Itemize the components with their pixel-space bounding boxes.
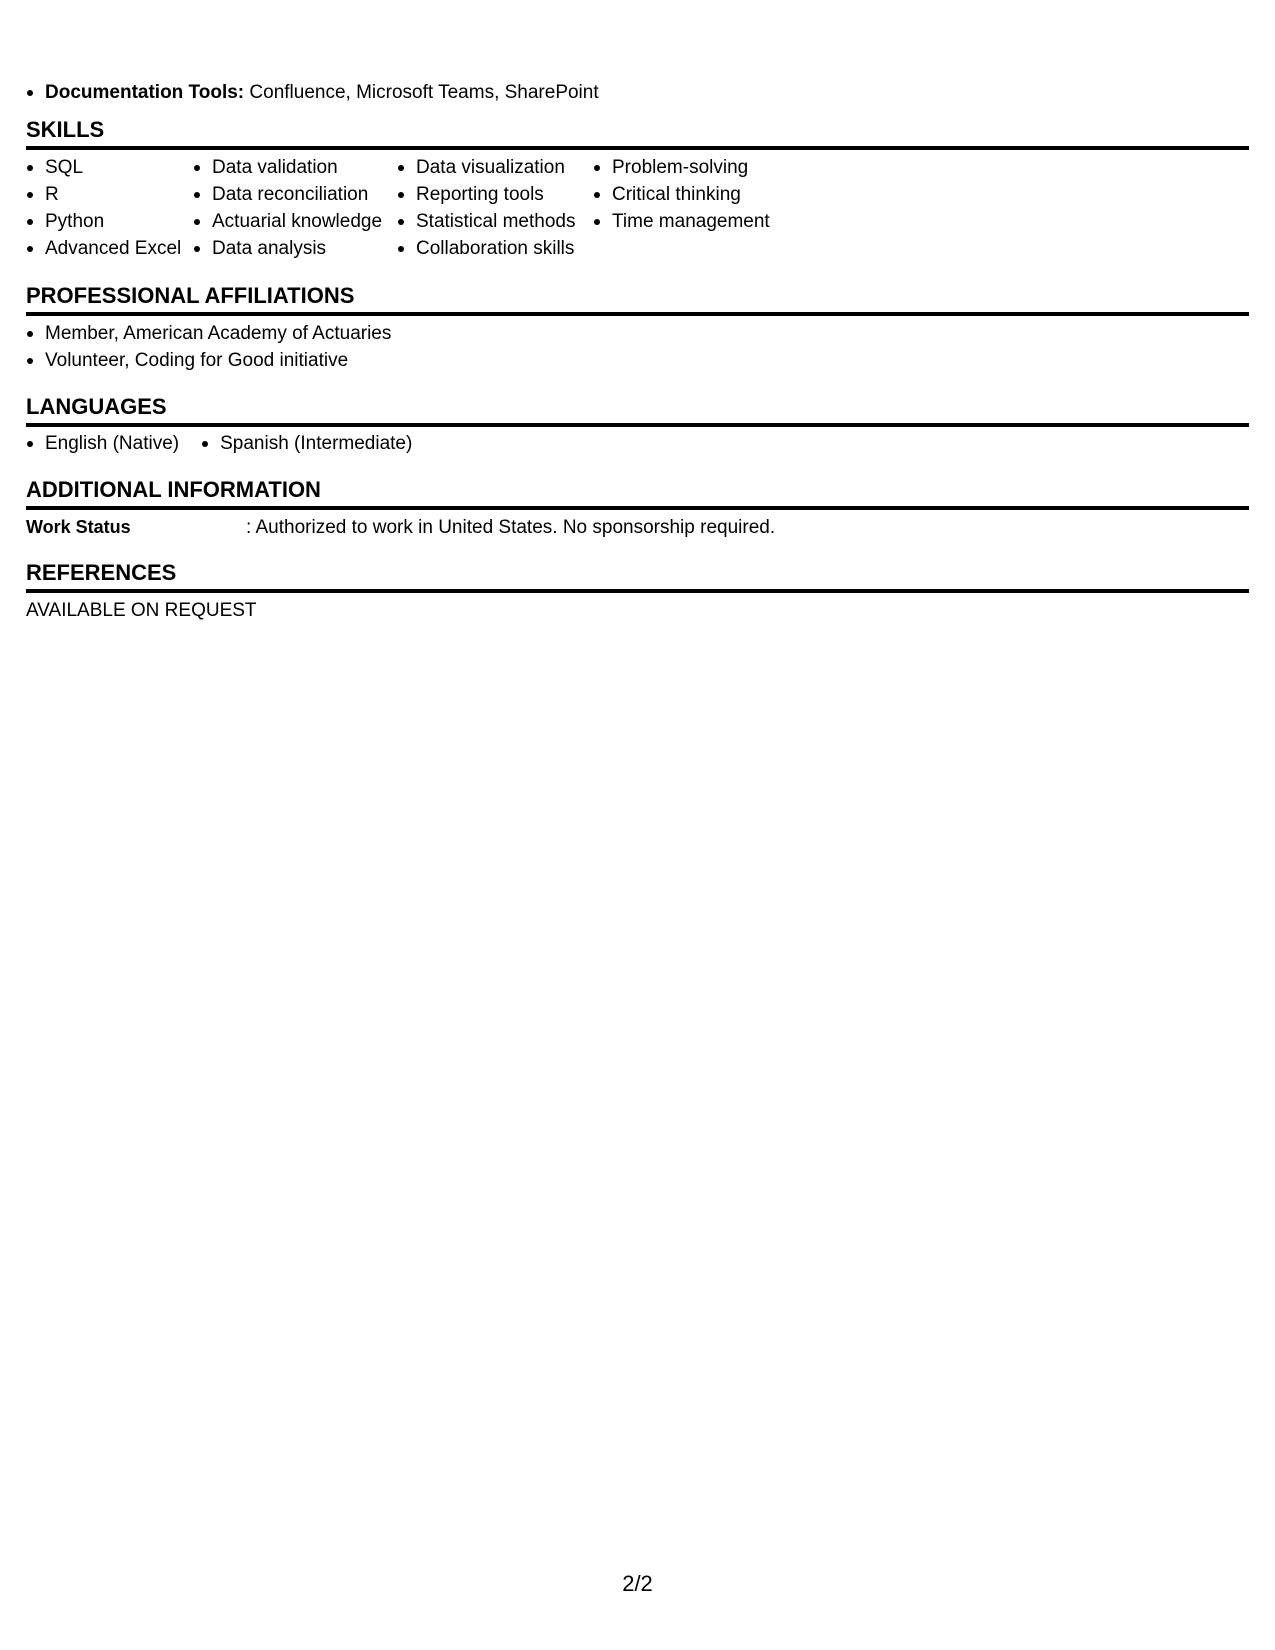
work-status-value: : Authorized to work in United States. No sponsorship required.: [246, 517, 776, 538]
skill-item: SQL: [26, 154, 193, 181]
affiliation-item: Member, American Academy of Actuaries: [26, 320, 391, 347]
tools-label: Documentation Tools:: [45, 82, 245, 103]
skills-columns: [26, 154, 793, 262]
skills-heading: SKILLS: [26, 116, 1249, 150]
skill-item: Critical thinking: [593, 181, 793, 208]
tools-list: [26, 79, 599, 106]
skill-item: R: [26, 181, 193, 208]
work-status-label: Work Status: [26, 517, 131, 537]
language-item: Spanish (Intermediate): [201, 430, 412, 457]
additional-info-heading: ADDITIONAL INFORMATION: [26, 476, 1249, 510]
list-item: [26, 79, 599, 106]
affiliation-item: Volunteer, Coding for Good initiative: [26, 347, 391, 374]
skill-item: Python: [26, 208, 193, 235]
skill-item: Statistical methods: [397, 208, 593, 235]
affiliations-heading: PROFESSIONAL AFFILIATIONS: [26, 282, 1249, 316]
languages-list: [26, 430, 434, 457]
work-status-row: [26, 514, 775, 541]
skills-column-4: [593, 154, 793, 262]
skills-column-2: [193, 154, 397, 262]
affiliations-list: [26, 320, 391, 374]
languages-heading: LANGUAGES: [26, 393, 1249, 427]
references-heading: REFERENCES: [26, 559, 1249, 593]
skill-item: Advanced Excel: [26, 235, 193, 262]
skill-item: Problem-solving: [593, 154, 793, 181]
skills-column-3: [397, 154, 593, 262]
references-text: AVAILABLE ON REQUEST: [26, 600, 257, 621]
skill-item: Collaboration skills: [397, 235, 593, 262]
page-number: 2/2: [622, 1571, 653, 1596]
skill-item: Time management: [593, 208, 793, 235]
skill-item: Reporting tools: [397, 181, 593, 208]
skills-column-1: [26, 154, 193, 262]
skill-item: Data reconciliation: [193, 181, 397, 208]
skill-item: Actuarial knowledge: [193, 208, 397, 235]
tools-value: Confluence, Microsoft Teams, SharePoint: [244, 82, 599, 103]
skill-item: Data analysis: [193, 235, 397, 262]
language-item: English (Native): [26, 430, 179, 457]
skill-item: Data validation: [193, 154, 397, 181]
skill-item: Data visualization: [397, 154, 593, 181]
